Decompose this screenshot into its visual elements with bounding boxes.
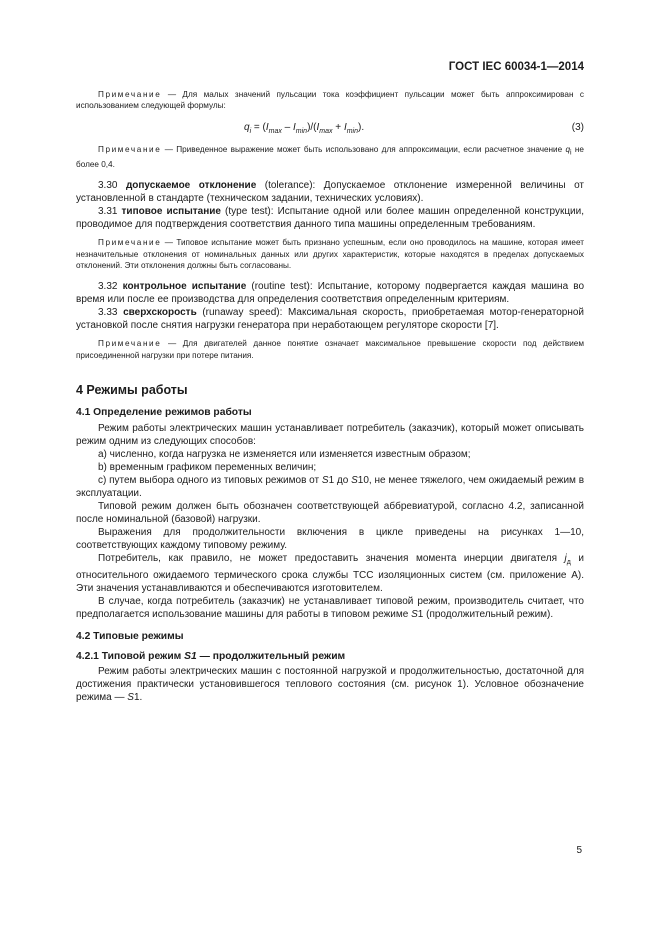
list-item-b: b) временным графиком переменных величин; <box>98 462 317 474</box>
formula-expression: $q_i = (I_{max} - I_{min})/(I_{max} + I_{min})$. <box>244 121 365 135</box>
note-text: — Для малых значений пульсации тока коэффициент пульсации может быть аппроксимирован с использованием следующей формулы: <box>76 90 584 111</box>
note-4: Примечание — Для двигателей данное понятие означает максимальное превышение скорости под действием присоединенной нагрузки при потере питания. <box>76 339 584 360</box>
note-label: Примечание <box>98 339 162 349</box>
note-2: Примечание — Приведенное выражение может быть использовано для аппроксимации, если расчетное значение $q_i$ не более 0,4. <box>76 144 584 169</box>
formula-3 <box>76 118 584 140</box>
term-3-32: 3.32 контрольное испытание (routine test): Испытание, которому подвергается каждая машина во время или после ее производства для определения соответствия определенным критериям. <box>76 281 585 306</box>
note-label: Примечание <box>98 90 162 99</box>
section-4-2-1-heading: 4.2.1 Типовой режим S1 — продолжительный режим <box>76 651 346 663</box>
document-header: ГОСТ IEC 60034-1—2014 <box>448 61 584 73</box>
paragraph: Потребитель, как правило, не может предоставить значения момента инерции двигателя $j_д$ и относительного ожидаемого термического срока службы ТСС изоляционных систем (см. приложение А). Эти значения устанавливаются и обеспечиваются изготовителем. <box>76 553 584 595</box>
section-4-1-heading: 4.1 Определение режимов работы <box>76 407 252 419</box>
page-number: 5 <box>576 845 582 856</box>
formula-number: (3) <box>571 121 584 133</box>
list-item-c: c) путем выбора одного из типовых режимов от S1 до S10, не менее тяжелого, чем ожидаемый режим в эксплуатации. <box>76 475 585 500</box>
paragraph: Режим работы электрических машин устанавливает потребитель (заказчик), который может описывать режим одним из следующих способов: <box>76 423 584 448</box>
term-3-31: 3.31 типовое испытание (type test): Испытание одной или более машин определенной конструкции, проводимое для подтверждения соответствия данного типа машины определенным требованиям. <box>76 206 585 231</box>
paragraph: Типовой режим должен быть обозначен соответствующей аббревиатурой, согласно 4.2, записанной после номинальной (базовой) нагрузки. <box>76 501 584 526</box>
note-label: Примечание <box>98 144 162 154</box>
note-3: Примечание — Типовое испытание может быть признано успешным, если оно проводилось на машине, которая имеет незначительные отклонения от номинальных данных или других характеристик, которые находятся в пределах допускаемых отклонений. Эти отклонения должны быть согласованы. <box>76 238 584 271</box>
note-1 <box>76 89 584 112</box>
term-3-30: 3.30 допускаемое отклонение (tolerance): Допускаемое отклонение измеренной величины от установленной в стандарте (техническом задании, технических условиях). <box>76 180 584 205</box>
page-content <box>76 89 584 704</box>
note-label: Примечание <box>98 238 162 248</box>
paragraph: В случае, когда потребитель (заказчик) не устанавливает типовой режим, производитель считает, что предполагается использование машины для работы в типовом режиме S1 (продолжительный режим). <box>76 596 584 621</box>
term-3-33: 3.33 сверхскорость (runaway speed): Максимальная скорость, приобретаемая мотор-генераторной установкой после снятия нагрузки генератора при неработающем регуляторе скорости [7]. <box>76 307 584 332</box>
section-4-heading: 4 Режимы работы <box>76 383 188 398</box>
paragraph: Выражения для продолжительности включения в цикле приведены на рисунках 1—10, соответствующих каждому типовому режиму. <box>76 527 584 552</box>
section-4-2-heading: 4.2 Типовые режимы <box>76 631 184 643</box>
paragraph: Режим работы электрических машин с постоянной нагрузкой и продолжительностью, достаточной для достижения практически установившегося теплового состояния (см. рисунок 1). Условное обозначение режима — S1. <box>76 666 584 704</box>
list-item-a: a) численно, когда нагрузка не изменяется или изменяется известным образом; <box>98 449 471 461</box>
